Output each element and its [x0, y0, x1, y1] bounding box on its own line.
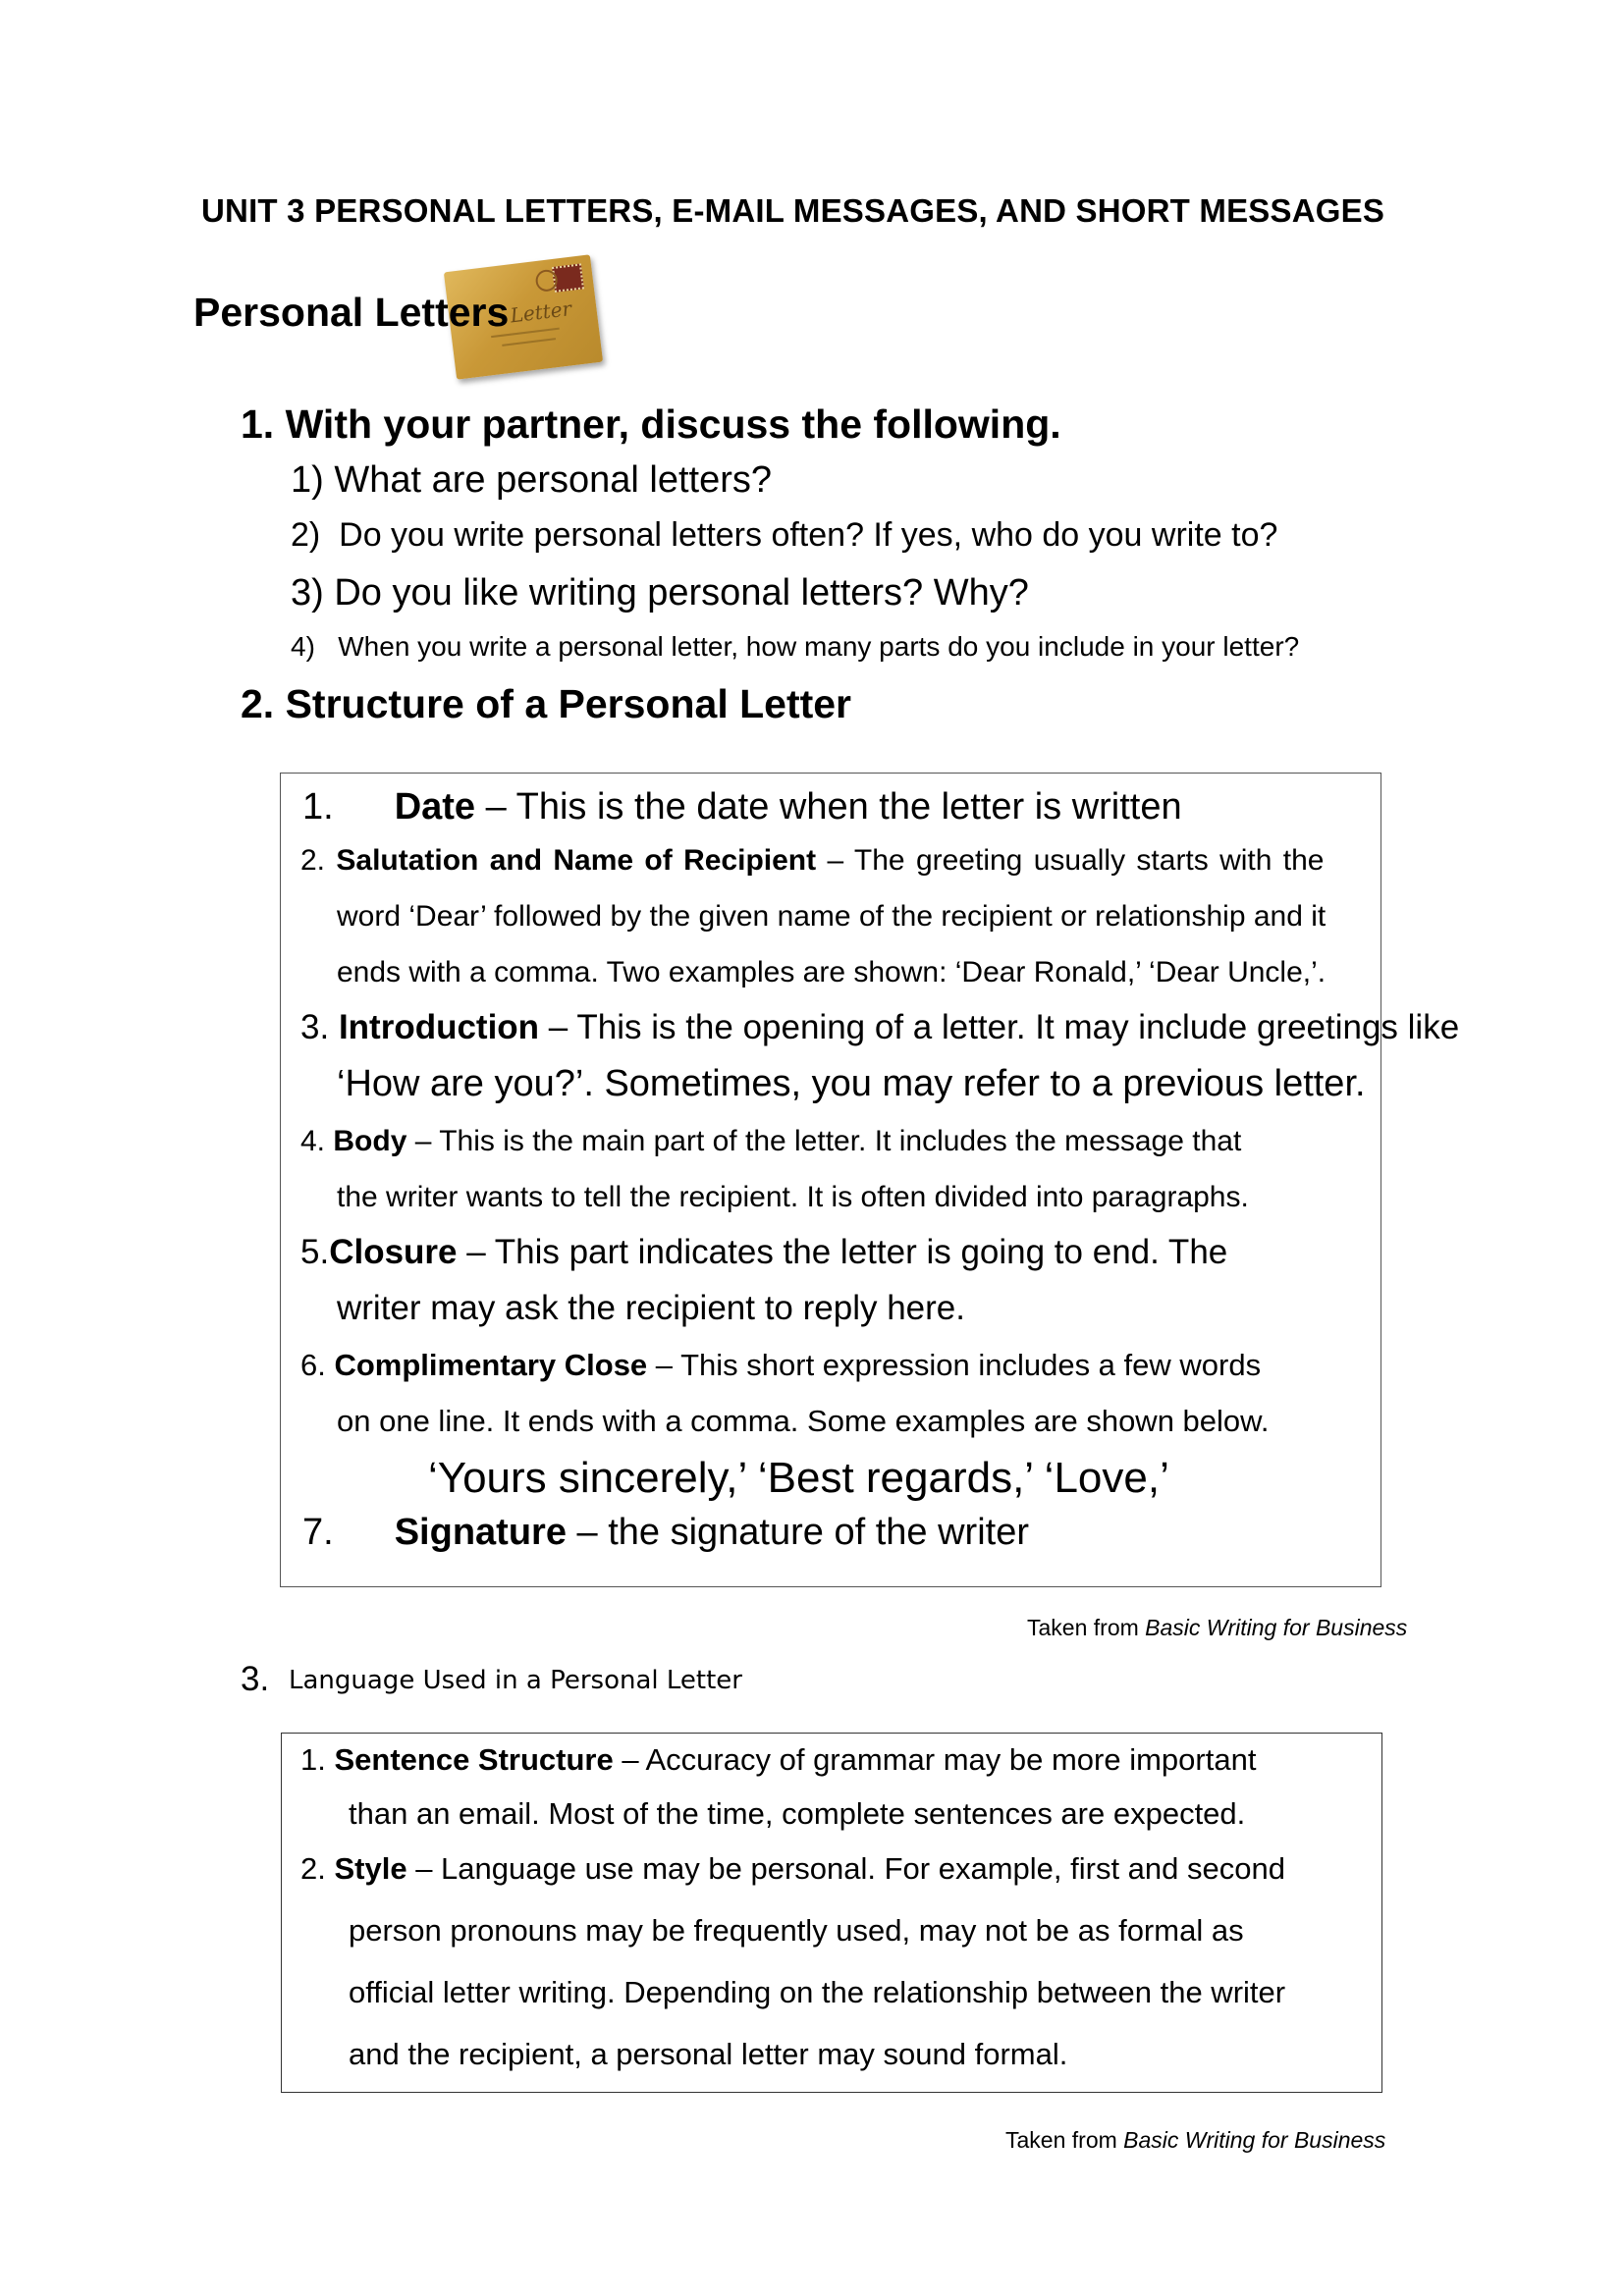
- structure-item-body: 4. Body – This is the main part of the letter. It includes the message that: [300, 1125, 1242, 1157]
- structure-item-date: 1. Date – This is the date when the letter is written: [302, 786, 1182, 828]
- part1-heading: 1. With your partner, discuss the following.: [241, 401, 1061, 447]
- structure-item-signature: 7. Signature – the signature of the writer: [302, 1512, 1029, 1553]
- structure-item-introduction-line2: ‘How are you?’. Sometimes, you may refer to a previous letter.: [337, 1063, 1366, 1104]
- structure-item-complimentary-close-line2: on one line. It ends with a comma. Some examples are shown below.: [337, 1404, 1270, 1438]
- structure-item-closure-line2: writer may ask the recipient to reply here.: [337, 1289, 965, 1327]
- language-item-style-line2: person pronouns may be frequently used, may not be as formal as: [349, 1913, 1244, 1948]
- structure-item-complimentary-close: 6. Complimentary Close – This short expression includes a few words: [300, 1348, 1262, 1382]
- part3-heading: Language Used in a Personal Letter: [289, 1666, 742, 1695]
- complimentary-close-examples: ‘Yours sincerely,’ ‘Best regards,’ ‘Love,’: [428, 1454, 1169, 1502]
- language-item-style-line3: official letter writing. Depending on the relationship between the writer: [349, 1975, 1286, 2009]
- section-title: Personal Letters: [193, 290, 510, 335]
- structure-credit: Taken from Basic Writing for Business: [1027, 1615, 1408, 1640]
- structure-item-body-line2: the writer wants to tell the recipient. It is often divided into paragraphs.: [337, 1181, 1249, 1213]
- language-credit: Taken from Basic Writing for Business: [1005, 2127, 1386, 2153]
- question-3: 3) Do you like writing personal letters? Why?: [291, 572, 1029, 614]
- structure-item-salutation: 2. Salutation and Name of Recipient – The greeting usually starts with the: [300, 844, 1325, 877]
- structure-item-salutation-line2: word ‘Dear’ followed by the given name of the recipient or relationship and it: [337, 900, 1326, 933]
- structure-item-introduction: 3. Introduction – This is the opening of a letter. It may include greetings like: [300, 1008, 1460, 1046]
- language-item-style-line4: and the recipient, a personal letter may sound formal.: [349, 2037, 1068, 2071]
- question-4: 4) When you write a personal letter, how many parts do you include in your letter?: [291, 631, 1300, 662]
- question-1: 1) What are personal letters?: [291, 459, 773, 501]
- unit-title: UNIT 3 PERSONAL LETTERS, E-MAIL MESSAGES, AND SHORT MESSAGES: [201, 192, 1385, 229]
- envelope-script: Letter: [509, 296, 573, 328]
- structure-item-closure: 5.Closure – This part indicates the letter is going to end. The: [300, 1233, 1228, 1271]
- part2-heading: 2. Structure of a Personal Letter: [241, 681, 852, 726]
- language-item-sentence-structure: 1. Sentence Structure – Accuracy of grammar may be more important: [300, 1742, 1257, 1777]
- question-2: 2) Do you write personal letters often? If yes, who do you write to?: [291, 516, 1278, 554]
- structure-item-salutation-line3: ends with a comma. Two examples are shown: ‘Dear Ronald,’ ‘Dear Uncle,’.: [337, 956, 1326, 988]
- language-item-sentence-structure-line2: than an email. Most of the time, complete sentences are expected.: [349, 1796, 1246, 1831]
- language-item-style: 2. Style – Language use may be personal. For example, first and second: [300, 1851, 1285, 1886]
- part3-number: 3.: [241, 1660, 270, 1698]
